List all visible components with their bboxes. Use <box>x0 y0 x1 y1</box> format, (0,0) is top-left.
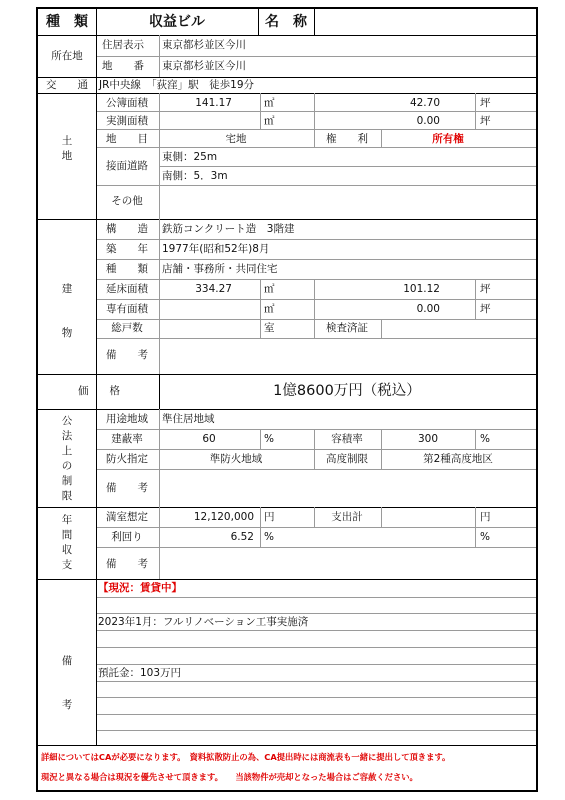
units-label: 総戸数 <box>111 322 143 334</box>
built-value: 1977年(昭和52年)8月 <box>162 243 270 255</box>
tsubo-unit: 坪 <box>480 303 491 315</box>
yield-label: 利回り <box>111 531 143 543</box>
exclusive-area-tsubo: 0.00 <box>416 303 440 315</box>
fire-label: 防火指定 <box>106 453 148 465</box>
tsubo-unit: 坪 <box>480 97 491 109</box>
full-occupancy-label: 満室想定 <box>106 511 148 523</box>
income-label: 年間収支 <box>61 514 73 571</box>
far-label: 容積率 <box>331 433 363 445</box>
cropped-top-fragment <box>0 0 565 6</box>
income-notes-label: 備 考 <box>106 558 148 570</box>
building-notes-label: 備 考 <box>106 349 148 361</box>
name-label: 名 称 <box>265 14 307 30</box>
zoning-value: 準住居地域 <box>162 413 215 425</box>
land-label: 土地 <box>61 135 73 162</box>
measured-area-tsubo: 0.00 <box>416 115 440 127</box>
sqm-unit: ㎡ <box>264 303 275 315</box>
land-category-label: 地 目 <box>106 133 148 145</box>
height-label: 高度制限 <box>326 453 368 465</box>
transport-value: JR中央線 「荻窪」駅 徒歩19分 <box>99 79 255 91</box>
price-value: 1億8600万円（税込） <box>273 383 421 399</box>
road-east: 東側：25m <box>162 151 218 163</box>
remarks-status: 【現況：賃貸中】 <box>98 582 182 594</box>
zoning-label: 用途地域 <box>106 413 148 425</box>
building-label: 建物 <box>61 283 73 339</box>
building-kind-label: 種 類 <box>106 263 148 275</box>
price-label: 価 格 <box>78 385 120 397</box>
rights-value: 所有権 <box>432 133 464 145</box>
road-label: 接面道路 <box>106 160 148 172</box>
percent-unit: % <box>480 433 490 445</box>
fire-value: 準防火地域 <box>209 453 263 465</box>
registered-area-tsubo: 42.70 <box>409 97 440 109</box>
address-label: 住居表示 <box>102 39 144 51</box>
floor-area-label: 延床面積 <box>106 283 148 295</box>
building-kind-value: 店舗・事務所・共同住宅 <box>162 263 278 275</box>
built-label: 築 年 <box>106 243 148 255</box>
remarks-deposit: 預託金：103万円 <box>98 667 182 679</box>
transport-label: 交 通 <box>46 79 88 91</box>
full-occupancy-value: 12,120,000 <box>193 511 254 523</box>
floor-area-tsubo: 101.12 <box>403 283 440 295</box>
legal-notes-label: 備 考 <box>106 482 148 494</box>
coverage-label: 建蔽率 <box>111 433 143 445</box>
far-value: 300 <box>417 433 439 445</box>
sqm-unit: ㎡ <box>264 283 275 295</box>
tsubo-unit: 坪 <box>480 283 491 295</box>
sqm-unit: ㎡ <box>264 115 275 127</box>
exclusive-area-label: 専有面積 <box>106 303 148 315</box>
yield-value: 6.52 <box>230 531 254 543</box>
room-unit: 室 <box>264 322 275 334</box>
type-label: 種 類 <box>46 14 88 30</box>
property-spec-sheet <box>36 7 538 792</box>
road-south: 南側：5．3m <box>162 170 228 182</box>
rights-label: 権 利 <box>326 133 368 145</box>
address-value: 東京都杉並区今川 <box>162 39 246 51</box>
yen-unit: 円 <box>264 511 275 523</box>
land-other-label: その他 <box>111 195 143 207</box>
location-label: 所在地 <box>51 50 83 62</box>
percent-unit: % <box>480 531 490 543</box>
type-value: 収益ビル <box>149 14 205 30</box>
structure-label: 構 造 <box>106 223 148 235</box>
structure-value: 鉄筋コンクリート造 3階建 <box>162 223 295 235</box>
remarks-label: 備考 <box>61 655 73 711</box>
lot-label: 地 番 <box>102 60 144 72</box>
expense-label: 支出計 <box>331 511 363 523</box>
lot-value: 東京都杉並区今川 <box>162 60 246 72</box>
percent-unit: % <box>264 433 274 445</box>
yen-unit: 円 <box>480 511 491 523</box>
floor-area-sqm: 334.27 <box>195 283 232 295</box>
coverage-value: 60 <box>202 433 216 445</box>
legal-label: 公法上の制限 <box>61 415 73 502</box>
sqm-unit: ㎡ <box>264 97 275 109</box>
land-category-value: 宅地 <box>225 133 247 145</box>
registered-area-sqm: 141.17 <box>195 97 232 109</box>
footer-note-ca: 詳細についてはCAが必要になります。 資料拡散防止の為、CA提出時には商流表も一緒に提出して頂きます。 <box>41 752 451 762</box>
footer-note-status: 現況と異なる場合は現況を優先させて頂きます。 当該物件が売却となった場合はご容赦ください。 <box>41 772 418 782</box>
remarks-renovation: 2023年1月：フルリノベーション工事実施済 <box>98 616 309 628</box>
tsubo-unit: 坪 <box>480 115 491 127</box>
measured-area-label: 実測面積 <box>106 115 148 127</box>
height-value: 第2種高度地区 <box>423 453 493 465</box>
inspection-label: 検査済証 <box>326 322 368 334</box>
registered-area-label: 公簿面積 <box>106 97 148 109</box>
percent-unit: % <box>264 531 274 543</box>
